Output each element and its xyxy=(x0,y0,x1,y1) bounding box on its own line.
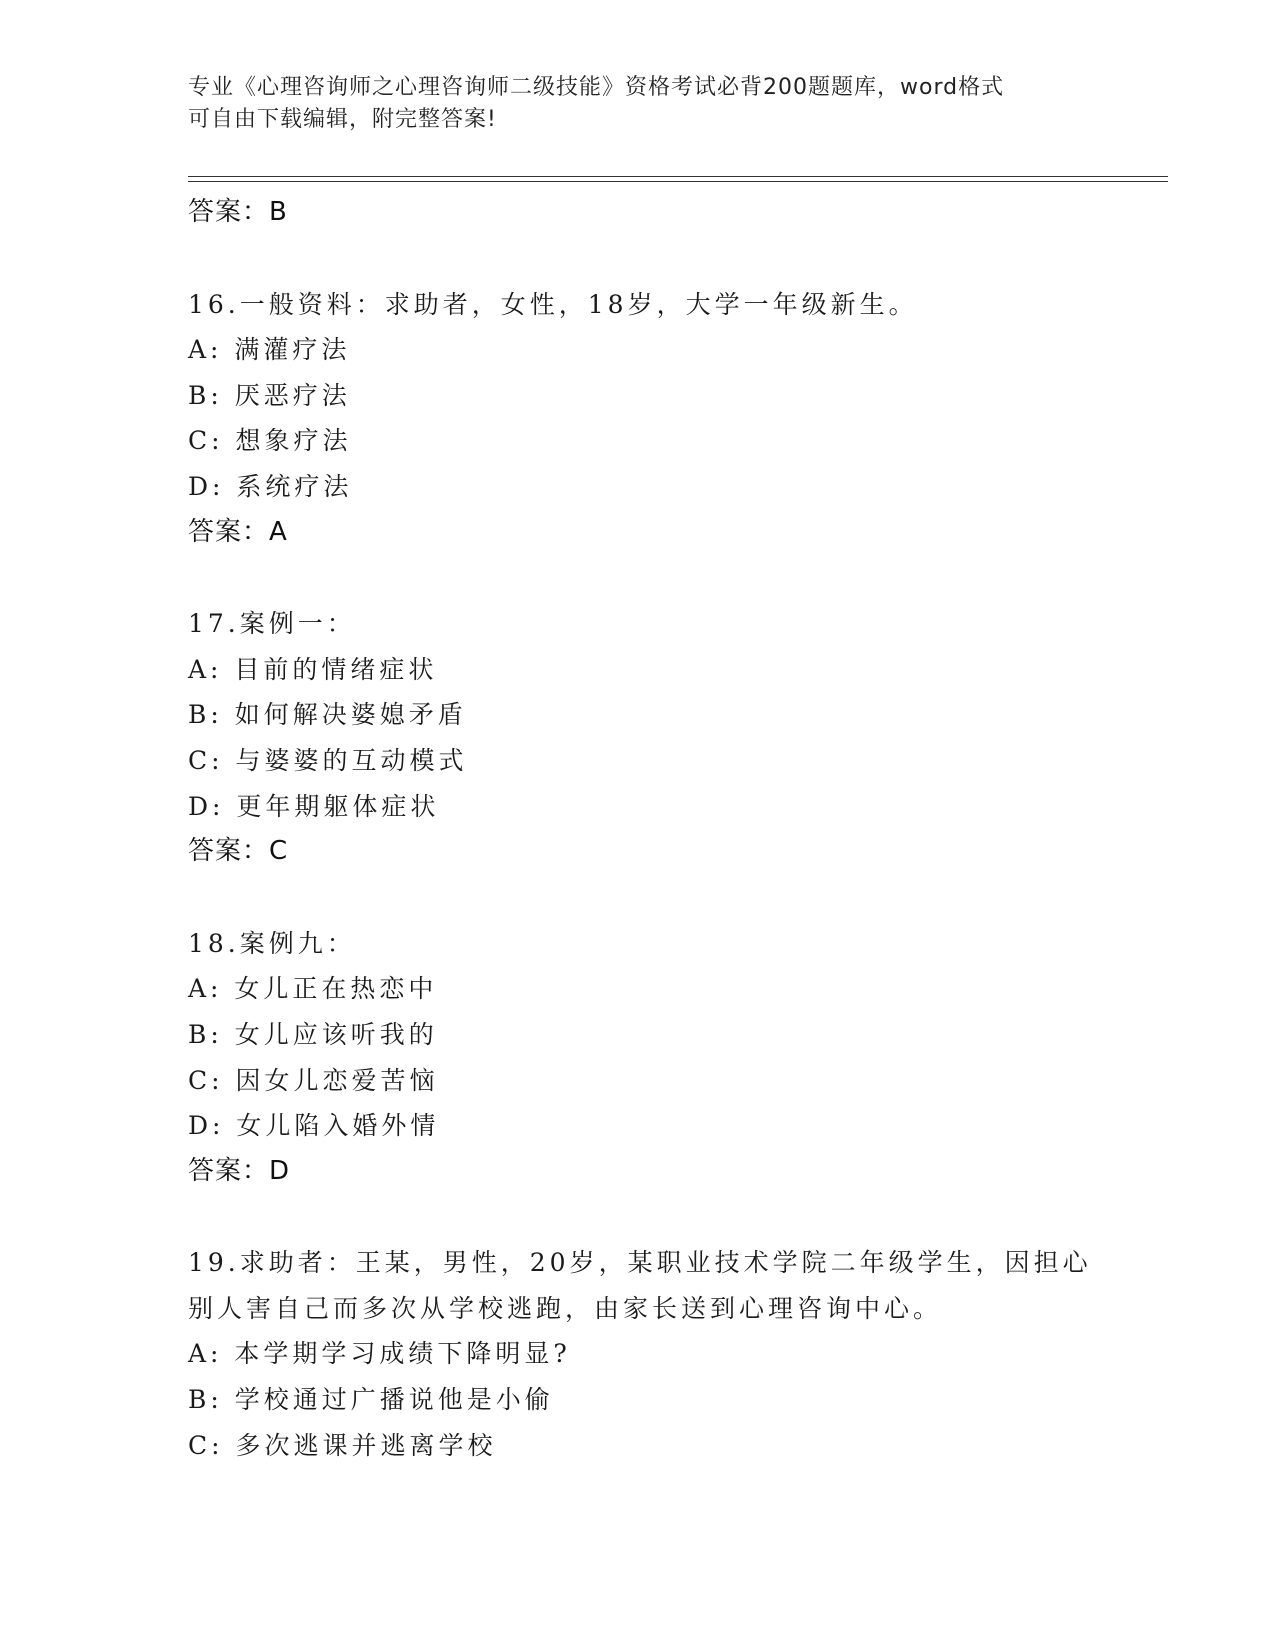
option-c: C: 想象疗法 xyxy=(188,426,352,456)
question-block xyxy=(188,1240,1168,1468)
question-block xyxy=(188,601,1168,875)
option-c: C: 与婆婆的互动模式 xyxy=(188,745,468,775)
option-c: C: 多次逃课并逃离学校 xyxy=(188,1430,497,1460)
option-d: D: 女儿陷入婚外情 xyxy=(188,1111,440,1141)
option-b: B: 学校通过广播说他是小偷 xyxy=(188,1385,554,1415)
option-c: C: 因女儿恋爱苦恼 xyxy=(188,1065,439,1095)
option-b: B: 厌恶疗法 xyxy=(188,380,351,410)
question-stem: 18.案例九： xyxy=(188,928,356,958)
option-a: A: 女儿正在热恋中 xyxy=(188,974,438,1004)
option-b: B: 如何解决婆媳矛盾 xyxy=(188,700,467,730)
option-d: D: 系统疗法 xyxy=(188,471,353,501)
question-block xyxy=(188,921,1168,1195)
header-title-line-2: 可自由下载编辑，附完整答案! xyxy=(188,107,497,132)
document-header xyxy=(188,72,1068,136)
option-a: A: 满灌疗法 xyxy=(188,335,351,365)
answer-line: 答案：A xyxy=(188,516,288,547)
header-divider-top xyxy=(188,176,1168,177)
question-stem: 16.一般资料：求助者，女性，18岁，大学一年级新生。 xyxy=(188,289,918,319)
question-stem: 17.案例一： xyxy=(188,609,356,639)
option-b: B: 女儿应该听我的 xyxy=(188,1019,438,1049)
option-a: A: 目前的情绪症状 xyxy=(188,654,438,684)
header-divider-bottom xyxy=(188,181,1168,182)
answer-line: 答案：D xyxy=(188,1155,291,1186)
option-a: A: 本学期学习成绩下降明显? xyxy=(188,1339,571,1369)
answer-line: 答案：B xyxy=(188,197,288,227)
question-block xyxy=(188,282,1168,556)
question-stem: 19.求助者：王某，男性，20岁，某职业技术学院二年级学生，因担心别人害自己而多次从学校逃跑，由家长送到心理咨询中心。 xyxy=(188,1248,1092,1323)
option-d: D: 更年期躯体症状 xyxy=(188,791,440,821)
answer-line: 答案：C xyxy=(188,836,289,867)
document-body xyxy=(188,190,1168,1468)
header-title-line-1: 专业《心理咨询师之心理咨询师二级技能》资格考试必背200题题库，word格式 xyxy=(188,75,1005,100)
